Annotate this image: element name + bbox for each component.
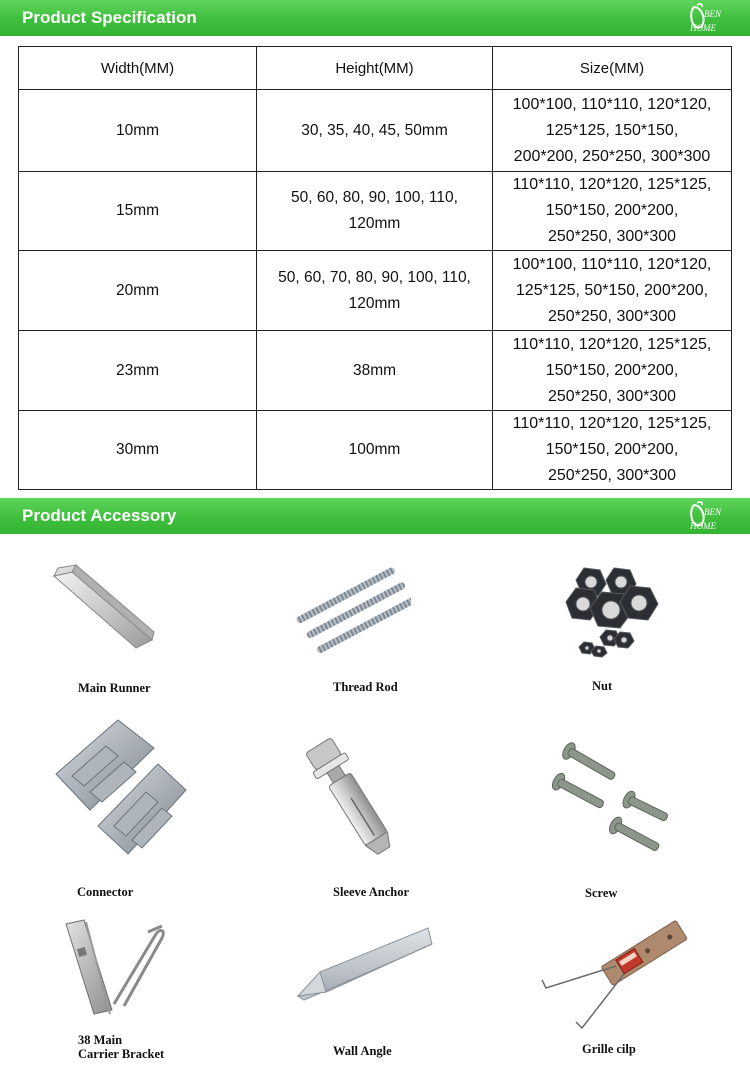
cell-size-line: 100*100, 110*110, 120*120, [512, 255, 712, 273]
spec-table [18, 46, 732, 490]
accessory-sleeve-anchor [290, 738, 430, 908]
connector-image [48, 718, 188, 858]
cell-size [493, 90, 732, 172]
header-height: Height(MM) [257, 47, 493, 90]
spec-banner [0, 0, 750, 36]
accessory-label: Wall Angle [333, 1044, 392, 1058]
cell-height [257, 172, 493, 251]
cell-size [493, 411, 732, 490]
header-size: Size(MM) [493, 47, 732, 90]
nut-image [554, 566, 664, 658]
cell-size-line: 125*125, 150*150, [545, 121, 679, 139]
accessory-label [78, 1033, 164, 1061]
accessory-label: Screw [585, 886, 618, 900]
accessory-connector [46, 718, 196, 908]
cell-size-line: 125*125, 50*150, 200*200, [515, 281, 709, 299]
accessory-label: Thread Rod [333, 680, 398, 694]
accessory-thread-rod [290, 560, 430, 700]
accessory-screw [540, 740, 680, 910]
spec-banner-title: Product Specification [22, 8, 197, 27]
cell-size-line: 110*110, 120*120, 125*125, [512, 335, 712, 353]
logo-text-top: BEN [704, 9, 721, 19]
cell-height-line: 100mm [348, 441, 401, 458]
screw-image [548, 740, 673, 855]
accessory-banner-title: Product Accessory [22, 506, 177, 525]
cell-size-line: 150*150, 200*200, [545, 202, 679, 219]
accessory-label: Connector [77, 885, 134, 899]
cell-size-line: 250*250, 300*300 [547, 387, 677, 405]
accessory-wall-angle [292, 920, 442, 1070]
cell-size-line: 110*110, 120*120, 125*125, [512, 176, 712, 193]
cell-height-line: 38mm [352, 361, 397, 379]
thread-rod-image [296, 562, 411, 657]
cell-width: 30mm [19, 411, 257, 490]
cell-height-line: 120mm [348, 215, 401, 232]
accessory-label: Grille cilp [582, 1042, 636, 1056]
table-row [19, 90, 732, 172]
accessory-label-line: Carrier Bracket [78, 1047, 165, 1061]
table-row [19, 411, 732, 490]
cell-size-line: 250*250, 300*300 [547, 307, 677, 325]
table-row [19, 251, 732, 331]
accessory-carrier-bracket [52, 918, 212, 1068]
accessory-label: Sleeve Anchor [333, 885, 410, 899]
accessory-main-runner [40, 560, 170, 700]
grille-clip-image [538, 918, 693, 1033]
cell-height [257, 411, 493, 490]
accessory-label: Main Runner [78, 681, 151, 695]
cell-size [493, 172, 732, 251]
cell-size [493, 331, 732, 411]
carrier-bracket-image [52, 918, 172, 1018]
cell-size [493, 251, 732, 331]
header-width: Width(MM) [19, 47, 257, 90]
cell-height-line: 50, 60, 80, 90, 100, 110, [291, 189, 458, 206]
cell-height-line: 50, 60, 70, 80, 90, 100, 110, [278, 268, 471, 286]
wall-angle-image [292, 926, 437, 1006]
cell-size-line: 250*250, 300*300 [547, 467, 677, 484]
cell-size-line: 150*150, 200*200, [545, 441, 679, 458]
cell-size-line: 200*200, 250*250, 300*300 [513, 147, 711, 165]
table-row [19, 331, 732, 411]
cell-width: 10mm [19, 90, 257, 172]
cell-height-line: 120mm [348, 294, 401, 312]
cell-width: 15mm [19, 172, 257, 251]
cell-width: 20mm [19, 251, 257, 331]
oben-home-logo [688, 501, 732, 531]
accessory-grille-clip [538, 918, 698, 1068]
logo-text-top: BEN [704, 507, 721, 517]
cell-height [257, 251, 493, 331]
cell-size-line: 110*110, 120*120, 125*125, [512, 415, 712, 432]
sleeve-anchor-image [296, 738, 406, 858]
cell-height-line: 30, 35, 40, 45, 50mm [301, 121, 448, 139]
accessory-nut [548, 560, 668, 700]
accessory-label: Nut [592, 679, 613, 693]
cell-size-line: 100*100, 110*110, 120*120, [512, 95, 712, 113]
spec-table-header-row [19, 47, 732, 90]
oben-home-logo [688, 3, 732, 33]
cell-height [257, 331, 493, 411]
accessory-label-line: 38 Main [78, 1033, 123, 1047]
accessory-banner [0, 498, 750, 534]
table-row [19, 172, 732, 251]
logo-text-bottom: HOME [690, 23, 716, 33]
cell-size-line: 150*150, 200*200, [545, 361, 679, 379]
cell-height [257, 90, 493, 172]
logo-text-bottom: HOME [690, 521, 716, 531]
main-runner-image [48, 564, 158, 654]
cell-width: 23mm [19, 331, 257, 411]
cell-size-line: 250*250, 300*300 [547, 228, 677, 245]
